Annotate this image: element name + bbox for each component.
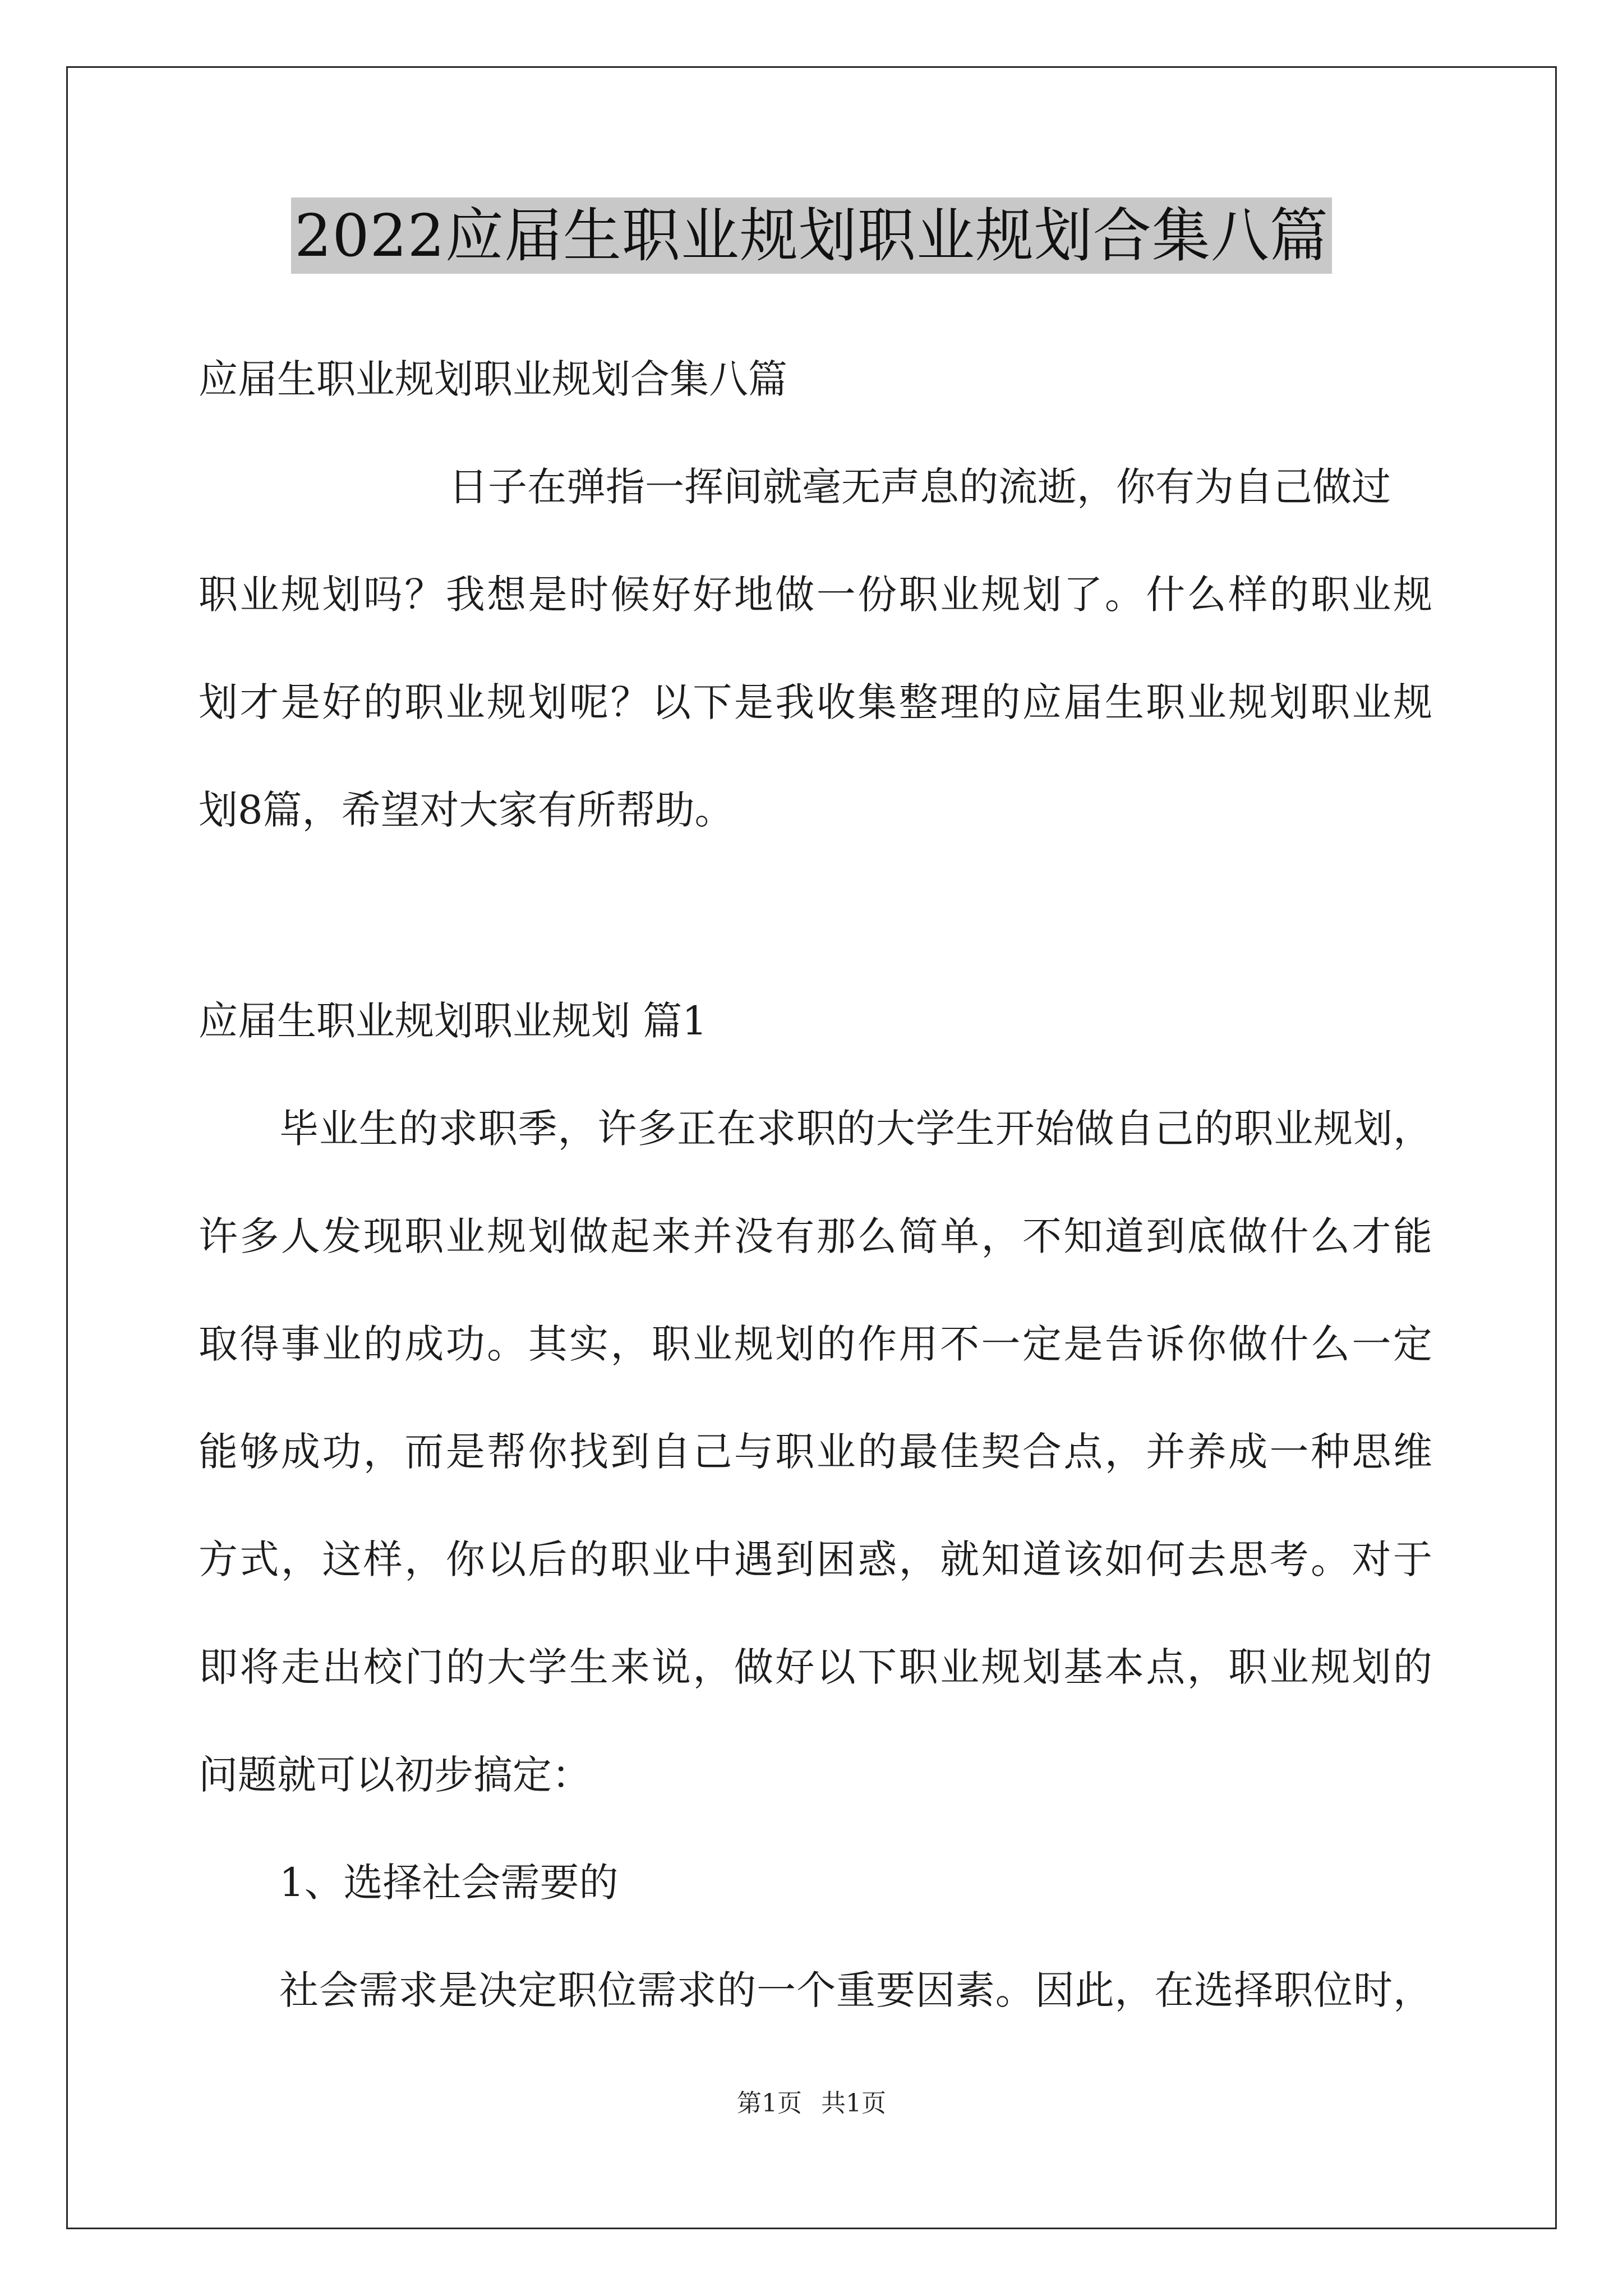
paragraph1-line-7: 问题就可以初步搞定： [199,1752,591,1798]
intro-line-3: 划才是好的职业规划呢？以下是我收集整理的应届生职业规划职业规 [199,679,1432,725]
title-container [0,197,1623,274]
paragraph1-line-2: 许多人发现职业规划做起来并没有那么简单，不知道到底做什么才能 [199,1213,1432,1259]
document-title: 2022应届生职业规划职业规划合集八篇 [291,197,1332,274]
paragraph1-line-6: 即将走出校门的大学生来说，做好以下职业规划基本点，职业规划的 [199,1644,1432,1690]
intro-line-4: 划8篇，希望对大家有所帮助。 [199,787,734,833]
paragraph1-line-1: 毕业生的求职季，许多正在求职的大学生开始做自己的职业规划， [279,1106,1432,1152]
page-number: 第1页 [737,2089,802,2118]
document-subtitle: 应届生职业规划职业规划合集八篇 [199,356,787,402]
item1-heading: 1、选择社会需要的 [279,1860,619,1906]
page-total: 共1页 [821,2089,886,2118]
intro-line-1: 日子在弹指一挥间就毫无声息的流逝，你有为自己做过 [449,464,1391,510]
paragraph1-line-3: 取得事业的成功。其实，职业规划的作用不一定是告诉你做什么一定 [199,1321,1432,1367]
section-heading: 应届生职业规划职业规划 篇1 [199,998,707,1044]
paragraph1-line-4: 能够成功，而是帮你找到自己与职业的最佳契合点，并养成一种思维 [199,1429,1432,1475]
page-footer [0,2087,1623,2120]
intro-line-2: 职业规划吗？我想是时候好好地做一份职业规划了。什么样的职业规 [199,572,1432,618]
item1-line-1: 社会需求是决定职位需求的一个重要因素。因此，在选择职位时， [279,1967,1432,2013]
paragraph1-line-5: 方式，这样，你以后的职业中遇到困惑，就知道该如何去思考。对于 [199,1536,1432,1582]
